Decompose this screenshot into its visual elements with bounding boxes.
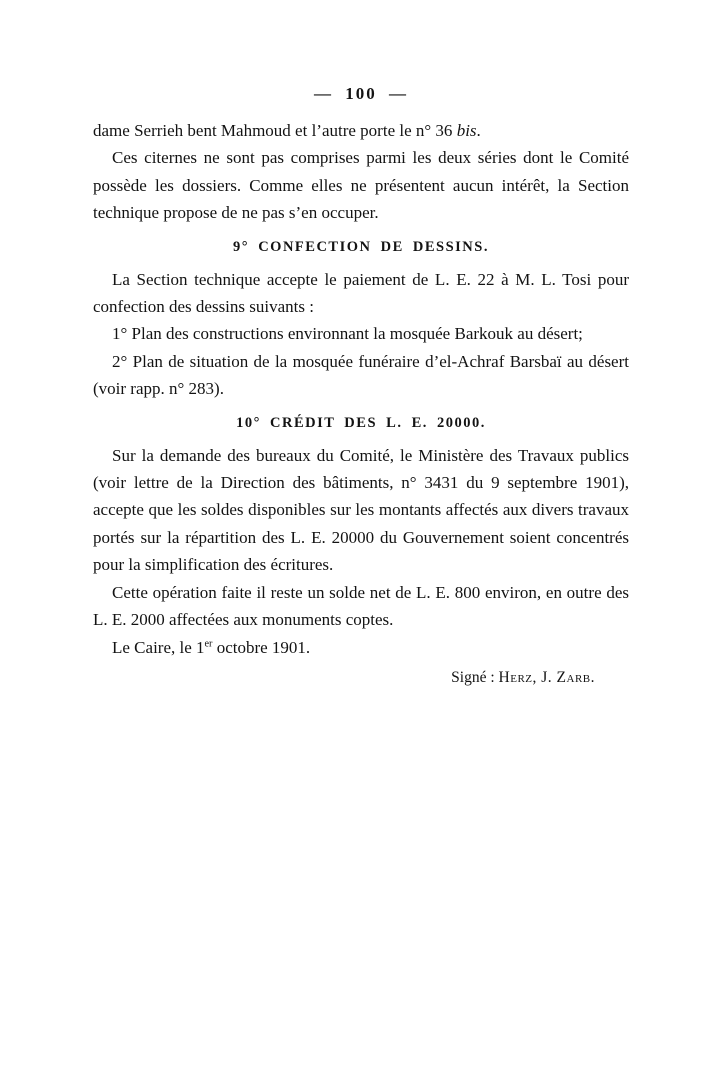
dateline-date-text: octobre 1901. — [212, 637, 311, 657]
section-10-paragraph-1: Sur la demande des bureaux du Comité, le Ministère des Travaux publics (voir lettre de la Direction des bâtiments, n° 3431 du 9 septembre 1901), accepte que les soldes disponibles sur les montants affectés aux divers travaux portés sur la répartition des L. E. 20000 du Gouvernement soient concentrés pour la simplification des écritures. — [93, 445, 629, 575]
dateline-text: Le Caire, le 1 — [112, 637, 205, 657]
paragraph-citernes: Ces citernes ne sont pas comprises parmi les deux séries dont le Comité possède les dossiers. Comme elles ne présentent aucun intérêt, la Section technique propose de ne pas s’en occuper. — [93, 148, 629, 223]
dateline-ordinal-superscript: er — [204, 637, 213, 649]
bis-italic-text: bis — [456, 121, 477, 140]
signature-names: Herz, J. Zarb. — [498, 668, 595, 686]
section-9-intro: La Section technique accepte le paiement de L. E. 22 à M. L. Tosi pour confection des dessins suivants : — [93, 269, 629, 317]
page-number: — 100 — — [314, 84, 408, 103]
page-content — [93, 84, 629, 689]
dateline — [93, 634, 629, 661]
section-10-paragraph-2: Cette opération faite il reste un solde net de L. E. 800 environ, en outre des L. E. 2000 affectées aux monuments coptes. — [93, 582, 629, 630]
section-9-heading: 9° CONFECTION DE DESSINS. — [233, 238, 489, 255]
section-9-item-2: 2° Plan de situation de la mosquée funéraire d’el-Achraf Barsbaï au désert (voir rapp. n° 283). — [93, 351, 629, 399]
signature-line — [93, 667, 629, 689]
continuation-period: . — [476, 121, 481, 140]
section-10-heading: 10° CRÉDIT DES L. E. 20000. — [236, 414, 486, 431]
section-9-item-1: 1° Plan des constructions environnant la mosquée Barkouk au désert; — [112, 324, 583, 344]
continuation-text: dame Serrieh bent Mahmoud et l’autre porte le n° 36 — [93, 121, 457, 140]
signature-label: Signé : — [451, 668, 499, 686]
continuation-paragraph — [93, 117, 629, 144]
